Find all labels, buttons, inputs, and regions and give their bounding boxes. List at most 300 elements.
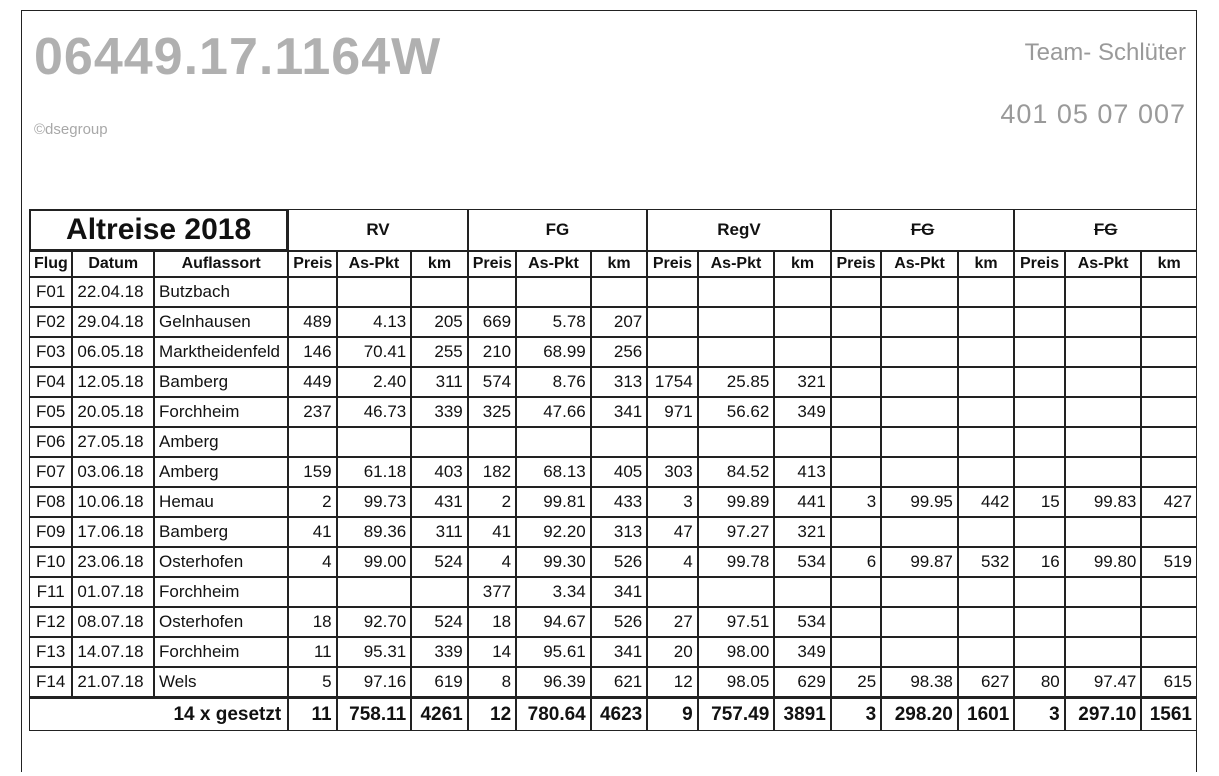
price-cell <box>647 307 697 337</box>
distance-cell <box>958 577 1014 607</box>
release-site-cell: Amberg <box>154 427 288 457</box>
price-cell: 18 <box>468 607 516 637</box>
total-ace-points-cell: 298.20 <box>881 697 958 731</box>
distance-cell <box>774 307 831 337</box>
total-distance-cell: 1561 <box>1141 697 1197 731</box>
ace-points-cell: 99.73 <box>337 487 412 517</box>
ace-points-cell: 99.83 <box>1065 487 1142 517</box>
distance-cell <box>774 427 831 457</box>
distance-cell <box>958 397 1014 427</box>
table-row <box>29 517 1197 547</box>
price-cell: 182 <box>468 457 516 487</box>
ace-points-cell <box>881 277 958 307</box>
price-cell: 15 <box>1014 487 1064 517</box>
col-header-as-pkt: As-Pkt <box>337 251 412 277</box>
ace-points-cell <box>881 307 958 337</box>
ring-number: 06449.17.1164W <box>34 28 442 86</box>
distance-cell <box>1141 457 1197 487</box>
ace-points-cell: 70.41 <box>337 337 412 367</box>
table-row <box>29 547 1197 577</box>
total-price-cell: 3 <box>831 697 881 731</box>
release-site-cell: Forchheim <box>154 397 288 427</box>
price-cell <box>1014 427 1064 457</box>
flight-number-cell: F03 <box>29 337 72 367</box>
date-cell: 21.07.18 <box>72 667 154 697</box>
distance-cell: 627 <box>958 667 1014 697</box>
col-header-km: km <box>591 251 647 277</box>
flight-number-cell: F04 <box>29 367 72 397</box>
ace-points-cell: 3.34 <box>516 577 591 607</box>
release-site-cell: Amberg <box>154 457 288 487</box>
distance-cell: 403 <box>411 457 468 487</box>
price-cell: 449 <box>288 367 336 397</box>
ace-points-cell: 97.16 <box>337 667 412 697</box>
ace-points-cell: 25.85 <box>698 367 775 397</box>
table-row <box>29 487 1197 517</box>
ace-points-cell <box>881 637 958 667</box>
ace-points-cell <box>1065 517 1142 547</box>
total-price-cell: 9 <box>647 697 697 731</box>
price-cell: 159 <box>288 457 336 487</box>
total-distance-cell: 4261 <box>411 697 468 731</box>
distance-cell <box>774 277 831 307</box>
col-header-km: km <box>411 251 468 277</box>
distance-cell: 349 <box>774 637 831 667</box>
release-site-cell: Butzbach <box>154 277 288 307</box>
column-header-row <box>29 251 1197 277</box>
distance-cell: 534 <box>774 607 831 637</box>
table-row <box>29 457 1197 487</box>
ace-points-cell <box>337 277 412 307</box>
flight-number-cell: F12 <box>29 607 72 637</box>
col-header-preis: Preis <box>288 251 336 277</box>
ace-points-cell <box>881 427 958 457</box>
distance-cell <box>411 577 468 607</box>
price-cell <box>288 427 336 457</box>
ace-points-cell <box>881 367 958 397</box>
table-row <box>29 307 1197 337</box>
distance-cell <box>958 607 1014 637</box>
price-cell: 574 <box>468 367 516 397</box>
date-cell: 06.05.18 <box>72 337 154 367</box>
date-cell: 17.06.18 <box>72 517 154 547</box>
price-cell: 41 <box>288 517 336 547</box>
total-price-cell: 3 <box>1014 697 1064 731</box>
flight-number-cell: F09 <box>29 517 72 547</box>
distance-cell <box>411 277 468 307</box>
flight-number-cell: F01 <box>29 277 72 307</box>
distance-cell <box>958 307 1014 337</box>
distance-cell <box>1141 637 1197 667</box>
price-cell: 16 <box>1014 547 1064 577</box>
ace-points-cell: 56.62 <box>698 397 775 427</box>
release-site-cell: Hemau <box>154 487 288 517</box>
price-cell <box>647 337 697 367</box>
ace-points-cell <box>1065 457 1142 487</box>
col-header-as-pkt: As-Pkt <box>1065 251 1142 277</box>
ace-points-cell: 97.51 <box>698 607 775 637</box>
col-header-auflassort: Auflassort <box>154 251 288 277</box>
ace-points-cell: 8.76 <box>516 367 591 397</box>
price-cell: 14 <box>468 637 516 667</box>
totals-label: 14 x gesetzt <box>29 697 288 731</box>
table-row <box>29 277 1197 307</box>
table-row <box>29 577 1197 607</box>
date-cell: 10.06.18 <box>72 487 154 517</box>
ace-points-cell: 92.70 <box>337 607 412 637</box>
distance-cell <box>591 277 647 307</box>
total-ace-points-cell: 780.64 <box>516 697 591 731</box>
price-cell <box>831 337 881 367</box>
ace-points-cell: 95.61 <box>516 637 591 667</box>
total-price-cell: 12 <box>468 697 516 731</box>
distance-cell: 519 <box>1141 547 1197 577</box>
flight-number-cell: F14 <box>29 667 72 697</box>
col-header-datum: Datum <box>72 251 154 277</box>
date-cell: 14.07.18 <box>72 637 154 667</box>
ace-points-cell: 94.67 <box>516 607 591 637</box>
ace-points-cell: 99.81 <box>516 487 591 517</box>
price-cell: 3 <box>831 487 881 517</box>
ace-points-cell: 97.47 <box>1065 667 1142 697</box>
team-name: Team- Schlüter <box>1024 39 1186 66</box>
date-cell: 08.07.18 <box>72 607 154 637</box>
group-header-fg: FG <box>468 209 648 251</box>
price-cell <box>288 277 336 307</box>
copyright-text: ©dsegroup <box>34 121 108 138</box>
distance-cell: 629 <box>774 667 831 697</box>
price-cell: 2 <box>288 487 336 517</box>
price-cell: 146 <box>288 337 336 367</box>
total-ace-points-cell: 758.11 <box>337 697 412 731</box>
price-cell: 41 <box>468 517 516 547</box>
date-cell: 22.04.18 <box>72 277 154 307</box>
group-header-row <box>29 209 1197 251</box>
col-header-km: km <box>1141 251 1197 277</box>
price-cell: 4 <box>468 547 516 577</box>
release-site-cell: Wels <box>154 667 288 697</box>
ace-points-cell: 99.30 <box>516 547 591 577</box>
distance-cell: 621 <box>591 667 647 697</box>
distance-cell: 619 <box>411 667 468 697</box>
price-cell: 4 <box>647 547 697 577</box>
price-cell: 5 <box>288 667 336 697</box>
distance-cell <box>1141 397 1197 427</box>
price-cell: 12 <box>647 667 697 697</box>
table-row <box>29 637 1197 667</box>
col-header-as-pkt: As-Pkt <box>881 251 958 277</box>
distance-cell <box>1141 517 1197 547</box>
distance-cell <box>958 457 1014 487</box>
price-cell <box>1014 277 1064 307</box>
table-row <box>29 337 1197 367</box>
price-cell: 210 <box>468 337 516 367</box>
price-cell: 303 <box>647 457 697 487</box>
distance-cell <box>1141 337 1197 367</box>
distance-cell: 313 <box>591 517 647 547</box>
price-cell: 80 <box>1014 667 1064 697</box>
distance-cell <box>1141 427 1197 457</box>
release-site-cell: Bamberg <box>154 367 288 397</box>
distance-cell <box>1141 607 1197 637</box>
price-cell <box>831 277 881 307</box>
table-row <box>29 427 1197 457</box>
distance-cell: 524 <box>411 547 468 577</box>
distance-cell <box>958 517 1014 547</box>
ace-points-cell: 61.18 <box>337 457 412 487</box>
member-code: 401 05 07 007 <box>1000 99 1186 129</box>
distance-cell: 311 <box>411 517 468 547</box>
price-cell <box>1014 577 1064 607</box>
distance-cell <box>411 427 468 457</box>
price-cell: 4 <box>288 547 336 577</box>
ace-points-cell <box>881 337 958 367</box>
distance-cell: 615 <box>1141 667 1197 697</box>
ace-points-cell: 68.99 <box>516 337 591 367</box>
document-page <box>21 10 1197 772</box>
ace-points-cell <box>1065 307 1142 337</box>
ace-points-cell <box>698 337 775 367</box>
price-cell <box>1014 517 1064 547</box>
price-cell <box>468 277 516 307</box>
table-body <box>29 277 1197 697</box>
col-header-km: km <box>774 251 831 277</box>
ace-points-cell: 92.20 <box>516 517 591 547</box>
col-header-as-pkt: As-Pkt <box>698 251 775 277</box>
group-header-rv: RV <box>288 209 468 251</box>
price-cell <box>1014 367 1064 397</box>
ace-points-cell: 96.39 <box>516 667 591 697</box>
distance-cell <box>958 367 1014 397</box>
total-ace-points-cell: 757.49 <box>698 697 775 731</box>
distance-cell <box>1141 577 1197 607</box>
price-cell <box>1014 337 1064 367</box>
total-price-cell: 11 <box>288 697 336 731</box>
distance-cell: 341 <box>591 637 647 667</box>
distance-cell: 431 <box>411 487 468 517</box>
distance-cell: 532 <box>958 547 1014 577</box>
distance-cell: 256 <box>591 337 647 367</box>
ace-points-cell: 99.87 <box>881 547 958 577</box>
price-cell <box>831 367 881 397</box>
ace-points-cell: 99.78 <box>698 547 775 577</box>
distance-cell <box>1141 277 1197 307</box>
price-cell: 20 <box>647 637 697 667</box>
distance-cell: 341 <box>591 397 647 427</box>
flight-number-cell: F10 <box>29 547 72 577</box>
col-header-flug: Flug <box>29 251 72 277</box>
distance-cell: 427 <box>1141 487 1197 517</box>
ace-points-cell <box>1065 397 1142 427</box>
table-row <box>29 397 1197 427</box>
price-cell: 6 <box>831 547 881 577</box>
ace-points-cell: 99.80 <box>1065 547 1142 577</box>
ace-points-cell <box>881 457 958 487</box>
price-cell <box>831 577 881 607</box>
price-cell <box>468 427 516 457</box>
price-cell <box>288 577 336 607</box>
price-cell: 27 <box>647 607 697 637</box>
distance-cell: 321 <box>774 367 831 397</box>
price-cell: 669 <box>468 307 516 337</box>
ace-points-cell <box>1065 277 1142 307</box>
ace-points-cell <box>698 427 775 457</box>
price-cell <box>831 427 881 457</box>
ace-points-cell: 98.00 <box>698 637 775 667</box>
distance-cell: 341 <box>591 577 647 607</box>
distance-cell: 441 <box>774 487 831 517</box>
ace-points-cell: 5.78 <box>516 307 591 337</box>
distance-cell: 349 <box>774 397 831 427</box>
col-header-preis: Preis <box>468 251 516 277</box>
date-cell: 27.05.18 <box>72 427 154 457</box>
ace-points-cell <box>698 307 775 337</box>
ace-points-cell: 99.95 <box>881 487 958 517</box>
distance-cell <box>774 577 831 607</box>
ace-points-cell <box>516 277 591 307</box>
release-site-cell: Osterhofen <box>154 547 288 577</box>
distance-cell <box>591 427 647 457</box>
col-header-preis: Preis <box>831 251 881 277</box>
release-site-cell: Osterhofen <box>154 607 288 637</box>
distance-cell <box>774 337 831 367</box>
flight-number-cell: F07 <box>29 457 72 487</box>
flight-number-cell: F13 <box>29 637 72 667</box>
distance-cell: 207 <box>591 307 647 337</box>
price-cell: 18 <box>288 607 336 637</box>
release-site-cell: Gelnhausen <box>154 307 288 337</box>
price-cell: 1754 <box>647 367 697 397</box>
col-header-preis: Preis <box>1014 251 1064 277</box>
distance-cell: 255 <box>411 337 468 367</box>
group-header-fg-struck-1: FG <box>831 209 1015 251</box>
release-site-cell: Marktheidenfeld <box>154 337 288 367</box>
distance-cell: 526 <box>591 547 647 577</box>
table-row <box>29 667 1197 697</box>
ace-points-cell <box>516 427 591 457</box>
flight-number-cell: F11 <box>29 577 72 607</box>
ace-points-cell <box>337 577 412 607</box>
totals-row <box>29 697 1197 731</box>
distance-cell: 313 <box>591 367 647 397</box>
ace-points-cell <box>881 397 958 427</box>
date-cell: 20.05.18 <box>72 397 154 427</box>
price-cell <box>1014 457 1064 487</box>
total-distance-cell: 1601 <box>958 697 1014 731</box>
flight-number-cell: F02 <box>29 307 72 337</box>
distance-cell <box>958 277 1014 307</box>
ace-points-cell: 47.66 <box>516 397 591 427</box>
ace-points-cell: 99.00 <box>337 547 412 577</box>
col-header-km: km <box>958 251 1014 277</box>
price-cell <box>831 397 881 427</box>
price-cell <box>831 457 881 487</box>
date-cell: 23.06.18 <box>72 547 154 577</box>
ace-points-cell <box>1065 607 1142 637</box>
price-cell: 489 <box>288 307 336 337</box>
date-cell: 01.07.18 <box>72 577 154 607</box>
ace-points-cell <box>698 577 775 607</box>
distance-cell: 442 <box>958 487 1014 517</box>
distance-cell: 534 <box>774 547 831 577</box>
date-cell: 29.04.18 <box>72 307 154 337</box>
price-cell <box>1014 607 1064 637</box>
results-table <box>29 209 1197 731</box>
ace-points-cell <box>698 277 775 307</box>
group-header-regv: RegV <box>647 209 831 251</box>
distance-cell: 405 <box>591 457 647 487</box>
ace-points-cell <box>1065 577 1142 607</box>
price-cell <box>1014 637 1064 667</box>
col-header-preis: Preis <box>647 251 697 277</box>
flight-number-cell: F08 <box>29 487 72 517</box>
price-cell: 237 <box>288 397 336 427</box>
distance-cell: 321 <box>774 517 831 547</box>
price-cell: 8 <box>468 667 516 697</box>
ace-points-cell: 46.73 <box>337 397 412 427</box>
price-cell <box>831 517 881 547</box>
ace-points-cell: 68.13 <box>516 457 591 487</box>
ace-points-cell: 98.38 <box>881 667 958 697</box>
price-cell <box>831 607 881 637</box>
release-site-cell: Forchheim <box>154 637 288 667</box>
distance-cell <box>1141 367 1197 397</box>
col-header-as-pkt: As-Pkt <box>516 251 591 277</box>
release-site-cell: Bamberg <box>154 517 288 547</box>
total-distance-cell: 4623 <box>591 697 647 731</box>
group-header-fg-struck-2: FG <box>1014 209 1197 251</box>
ace-points-cell: 89.36 <box>337 517 412 547</box>
ace-points-cell <box>1065 637 1142 667</box>
table-row <box>29 607 1197 637</box>
flight-number-cell: F05 <box>29 397 72 427</box>
price-cell <box>831 637 881 667</box>
ace-points-cell: 95.31 <box>337 637 412 667</box>
price-cell <box>1014 397 1064 427</box>
ace-points-cell <box>881 607 958 637</box>
release-site-cell: Forchheim <box>154 577 288 607</box>
distance-cell <box>1141 307 1197 337</box>
price-cell: 971 <box>647 397 697 427</box>
flight-number-cell: F06 <box>29 427 72 457</box>
distance-cell: 526 <box>591 607 647 637</box>
ace-points-cell <box>1065 337 1142 367</box>
ace-points-cell: 98.05 <box>698 667 775 697</box>
price-cell: 3 <box>647 487 697 517</box>
ace-points-cell <box>1065 427 1142 457</box>
table-title: Altreise 2018 <box>29 209 288 251</box>
price-cell <box>831 307 881 337</box>
price-cell <box>647 427 697 457</box>
total-ace-points-cell: 297.10 <box>1065 697 1142 731</box>
distance-cell: 339 <box>411 637 468 667</box>
date-cell: 03.06.18 <box>72 457 154 487</box>
ace-points-cell <box>881 577 958 607</box>
distance-cell <box>958 337 1014 367</box>
distance-cell: 311 <box>411 367 468 397</box>
ace-points-cell: 84.52 <box>698 457 775 487</box>
ace-points-cell: 97.27 <box>698 517 775 547</box>
price-cell <box>647 577 697 607</box>
distance-cell: 433 <box>591 487 647 517</box>
price-cell <box>1014 307 1064 337</box>
table-row <box>29 367 1197 397</box>
date-cell: 12.05.18 <box>72 367 154 397</box>
price-cell: 2 <box>468 487 516 517</box>
price-cell: 325 <box>468 397 516 427</box>
distance-cell <box>958 637 1014 667</box>
price-cell: 47 <box>647 517 697 547</box>
